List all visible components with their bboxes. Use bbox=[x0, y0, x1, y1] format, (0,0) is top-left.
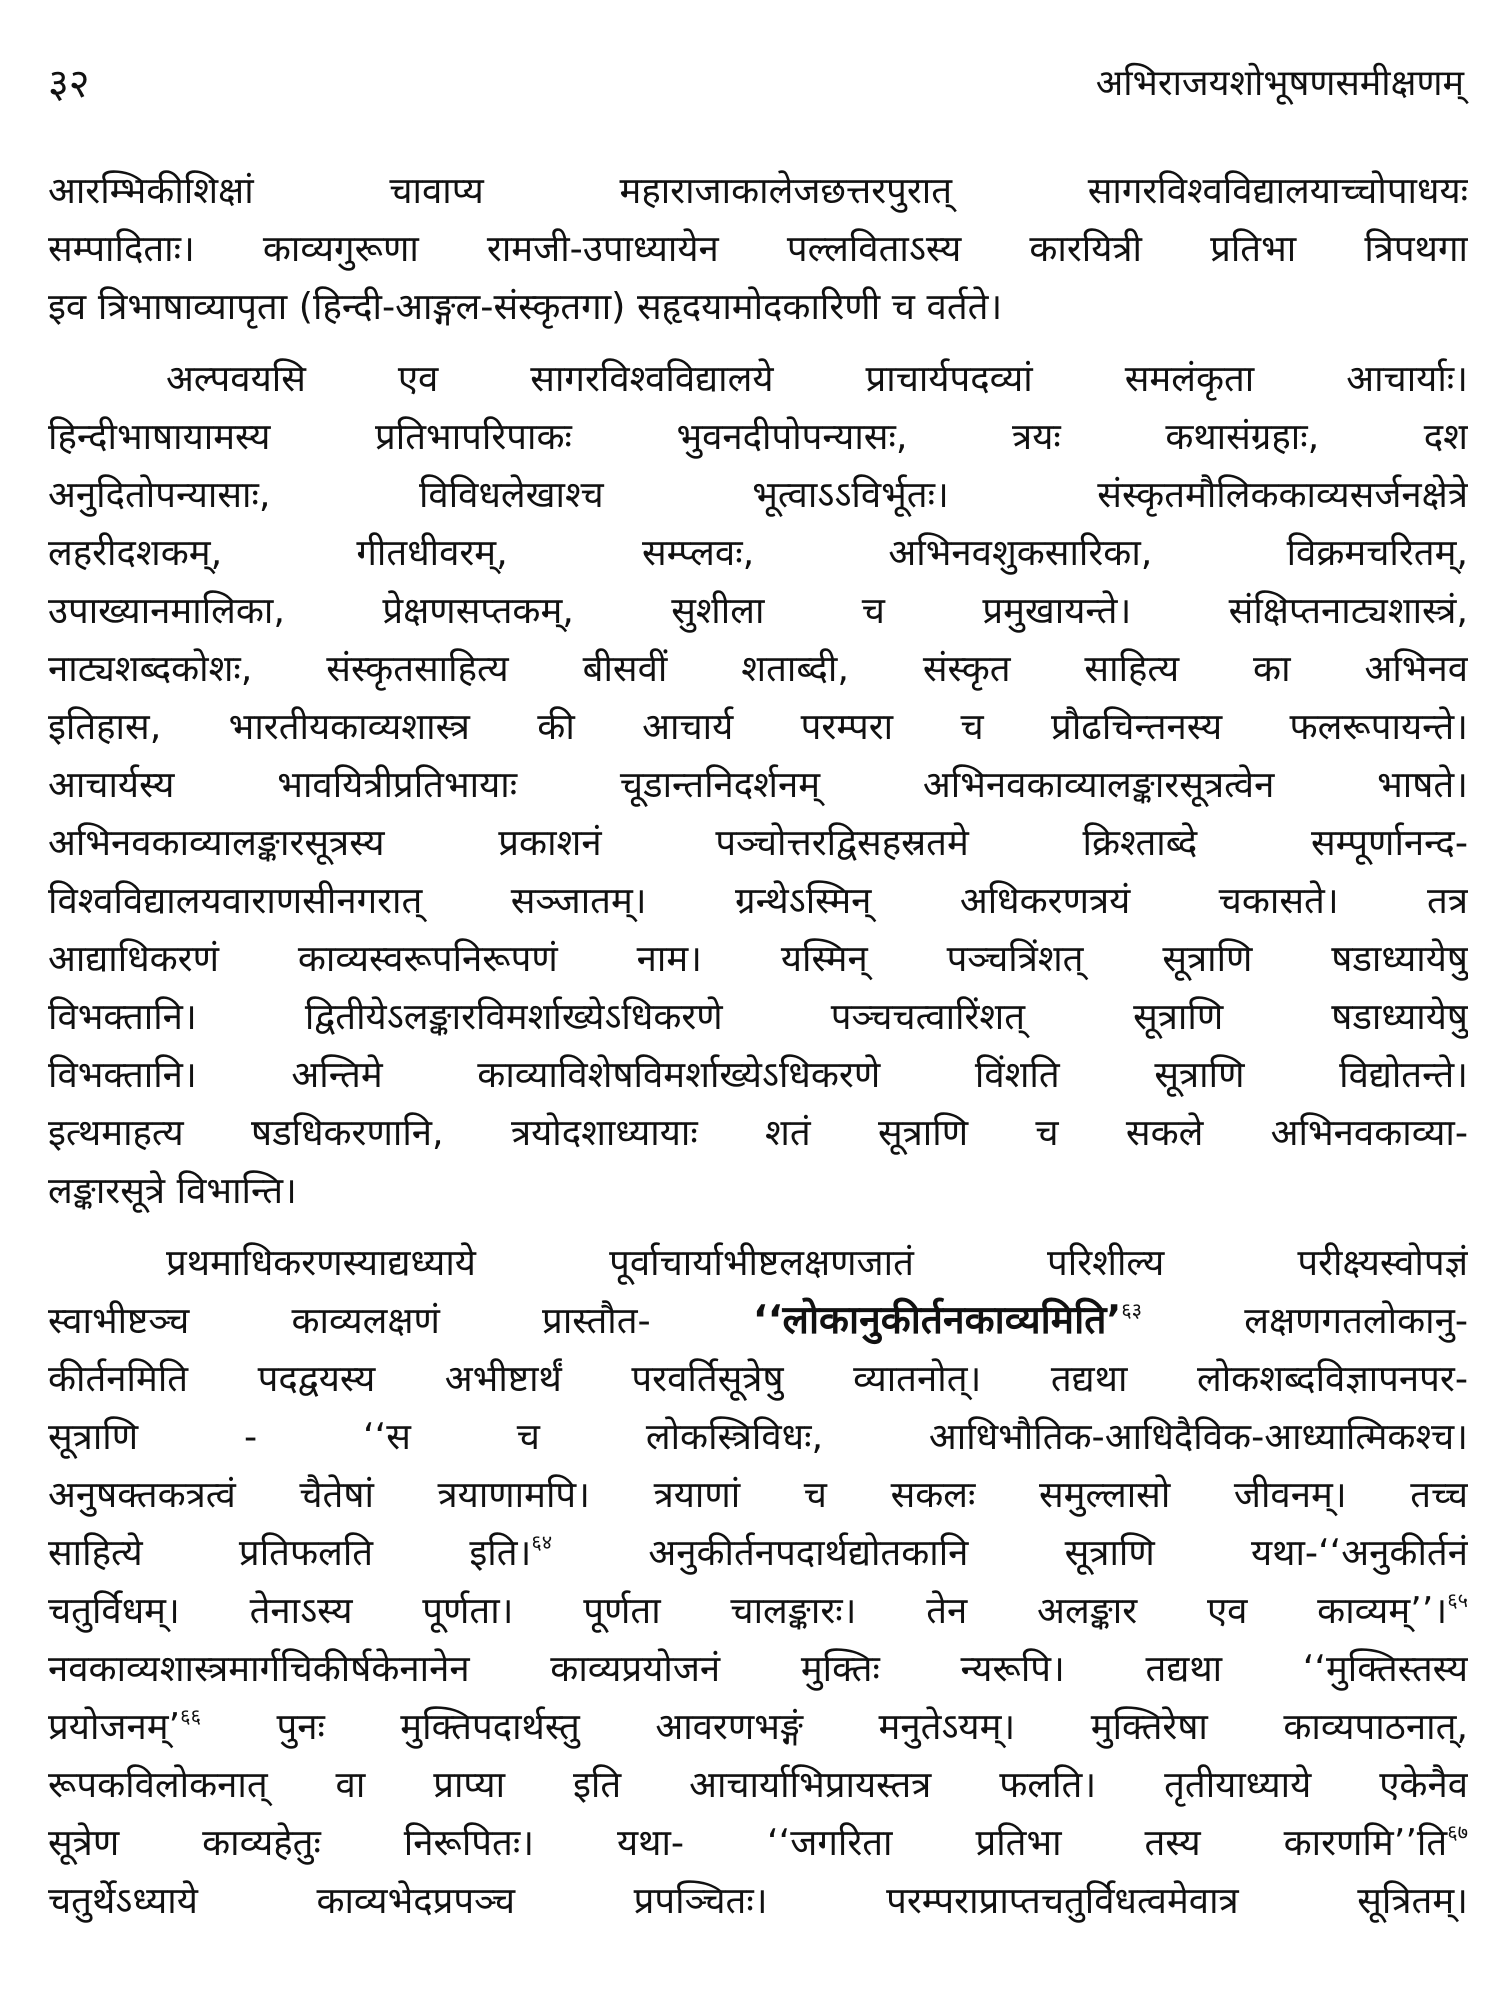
paragraph-3 bbox=[48, 1234, 1468, 1930]
page-number: ३२ bbox=[48, 61, 90, 107]
text-line: इतिहास, भारतीयकाव्यशास्त्र की आचार्य परम्परा च प्रौढचिन्तनस्य फलरूपायन्ते। bbox=[48, 705, 1468, 748]
text-line: नाट्यशब्दकोशः, संस्कृतसाहित्य बीसवीं शताब्दी, संस्कृत साहित्य का अभिनव bbox=[48, 647, 1468, 690]
text-line: आचार्यस्य भावयित्रीप्रतिभायाः चूडान्तनिदर्शनम् अभिनवकाव्यालङ्कारसूत्रत्वेन भाषते। bbox=[48, 763, 1468, 806]
text-line: आद्याधिकरणं काव्यस्वरूपनिरूपणं नाम। यस्मिन् पञ्चत्रिंशत् सूत्राणि षडाध्यायेषु bbox=[48, 937, 1468, 980]
text-line: अभिनवकाव्यालङ्कारसूत्रस्य प्रकाशनं पञ्चोत्तरद्विसहस्रतमे क्रिश्ताब्दे सम्पूर्णानन्द- bbox=[48, 821, 1468, 864]
text-line: चतुर्थेऽध्याये काव्यभेदप्रपञ्च प्रपञ्चितः। परम्पराप्राप्तचतुर्विधत्वमेवात्र सूत्रितम्। bbox=[48, 1879, 1468, 1922]
running-head bbox=[48, 56, 1464, 116]
text-span: सूत्रेण काव्यहेतुः निरूपितः। यथा- ‘‘जगरिता प्रतिभा तस्य कारणमि’’ति bbox=[48, 1821, 1448, 1864]
footnote-ref: ६४ bbox=[531, 1530, 553, 1554]
text-span: अनुकीर्तनपदार्थद्योतकानि सूत्राणि यथा-‘‘अनुकीर्तनं bbox=[648, 1531, 1468, 1574]
definition-quote: ‘‘लोकानुकीर्तनकाव्यमिति’ bbox=[752, 1298, 1122, 1343]
text-line: इव त्रिभाषाव्यापृता (हिन्दी-आङ्गल-संस्कृतगा) सहृदयामोदकारिणी च वर्तते। bbox=[48, 285, 1003, 328]
text-line bbox=[48, 1292, 1468, 1350]
text-line bbox=[48, 1814, 1468, 1872]
text-line: विभक्तानि। अन्तिमे काव्याविशेषविमर्शाख्येऽधिकरणे विंशति सूत्राणि विद्योतन्ते। bbox=[48, 1053, 1468, 1096]
text-line: नवकाव्यशास्त्रमार्गचिकीर्षकेनानेन काव्यप्रयोजनं मुक्तिः न्यरूपि। तद्यथा ‘‘मुक्तिस्तस्य bbox=[48, 1647, 1468, 1690]
text-line: उपाख्यानमालिका, प्रेक्षणसप्तकम्, सुशीला च प्रमुखायन्ते। संक्षिप्तनाट्यशास्त्रं, bbox=[48, 589, 1468, 632]
text-line: प्रथमाधिकरणस्याद्यध्याये पूर्वाचार्याभीष्टलक्षणजातं परिशील्य परीक्ष्यस्वोपज्ञं bbox=[166, 1241, 1468, 1284]
text-line: लङ्कारसूत्रे विभान्ति। bbox=[48, 1169, 297, 1212]
text-span: लक्षणगतलोकानु- bbox=[1244, 1299, 1468, 1342]
text-line: आरम्भिकीशिक्षां चावाप्य महाराजाकालेजछत्तरपुरात् सागरविश्वविद्यालयाच्चोपाधयः bbox=[48, 169, 1468, 212]
text-line: अल्पवयसि एव सागरविश्वविद्यालये प्राचार्यपदव्यां समलंकृता आचार्याः। bbox=[166, 357, 1468, 400]
text-line: सूत्राणि - ‘‘स च लोकस्त्रिविधः, आधिभौतिक-आधिदैविक-आध्यात्मिकश्च। bbox=[48, 1415, 1468, 1458]
text-line: सम्पादिताः। काव्यगुरूणा रामजी-उपाध्यायेन पल्लविताऽस्य कारयित्री प्रतिभा त्रिपथगा bbox=[48, 227, 1468, 270]
text-line: अनुषक्तकत्रत्वं चैतेषां त्रयाणामपि। त्रयाणां च सकलः समुल्लासो जीवनम्। तच्च bbox=[48, 1473, 1468, 1516]
text-line: रूपकविलोकनात् वा प्राप्या इति आचार्याभिप्रायस्तत्र फलति। तृतीयाध्याये एकेनैव bbox=[48, 1763, 1468, 1806]
text-span: पुनः मुक्तिपदार्थस्तु आवरणभङ्गं मनुतेऽयम्। मुक्तिरेषा काव्यपाठनात्, bbox=[276, 1705, 1468, 1748]
text-line bbox=[48, 1582, 1468, 1640]
text-line: विभक्तानि। द्वितीयेऽलङ्कारविमर्शाख्येऽधिकरणे पञ्चचत्वारिंशत् सूत्राणि षडाध्यायेषु bbox=[48, 995, 1468, 1038]
text-line: कीर्तनमिति पदद्वयस्य अभीष्टार्थं परवर्तिसूत्रेषु व्यातनोत्। तद्यथा लोकशब्दविज्ञापनपर- bbox=[48, 1357, 1468, 1400]
text-span: साहित्ये प्रतिफलति इति। bbox=[48, 1531, 532, 1574]
text-span: चतुर्विधम्। तेनाऽस्य पूर्णता। पूर्णता चालङ्कारः। तेन अलङ्कार एव काव्यम्’’। bbox=[48, 1589, 1448, 1632]
body-text bbox=[48, 162, 1468, 1930]
footnote-ref: ६५ bbox=[1447, 1588, 1468, 1612]
running-title: अभिराजयशोभूषणसमीक्षणम् bbox=[1095, 63, 1464, 104]
footnote-ref: ६६ bbox=[180, 1704, 201, 1728]
footnote-ref: ६३ bbox=[1121, 1298, 1143, 1322]
text-line: अनुदितोपन्यासाः, विविधलेखाश्च भूत्वाऽऽविर्भूतः। संस्कृतमौलिककाव्यसर्जनक्षेत्रे bbox=[48, 473, 1468, 516]
text-span: स्वाभीष्टञ्च काव्यलक्षणं प्रास्तौत- bbox=[48, 1299, 651, 1342]
text-line bbox=[48, 1698, 1468, 1756]
text-line: इत्थमाहत्य षडधिकरणानि, त्रयोदशाध्यायाः शतं सूत्राणि च सकले अभिनवकाव्या- bbox=[48, 1111, 1468, 1154]
text-line: हिन्दीभाषायामस्य प्रतिभापरिपाकः भुवनदीपोपन्यासः, त्रयः कथासंग्रहाः, दश bbox=[48, 415, 1468, 458]
text-line: विश्वविद्यालयवाराणसीनगरात् सञ्जातम्। ग्रन्थेऽस्मिन् अधिकरणत्रयं चकासते। तत्र bbox=[48, 879, 1468, 922]
text-span: प्रयोजनम्’ bbox=[48, 1705, 181, 1748]
text-line: लहरीदशकम्, गीतधीवरम्, सम्प्लवः, अभिनवशुकसारिका, विक्रमचरितम्, bbox=[48, 531, 1468, 574]
paragraph-1 bbox=[48, 162, 1468, 336]
paragraph-2 bbox=[48, 350, 1468, 1220]
footnote-ref: ६७ bbox=[1447, 1820, 1468, 1844]
text-line bbox=[48, 1524, 1468, 1582]
